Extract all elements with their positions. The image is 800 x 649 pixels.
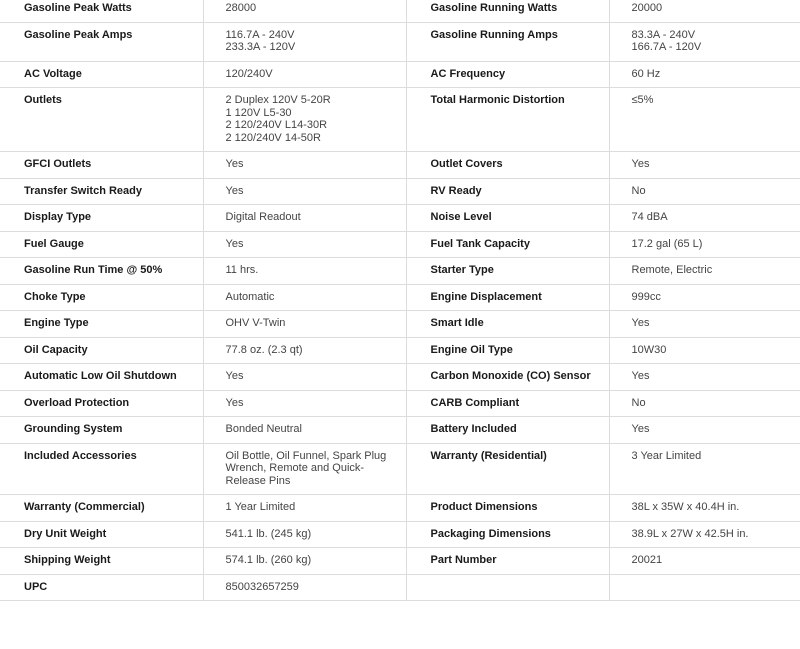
spec-value: Automatic <box>225 290 275 303</box>
spec-value: 74 dBA <box>631 211 668 223</box>
spec-value: 850032657259 <box>225 580 299 593</box>
spec-value-cell <box>203 521 406 548</box>
spec-value: 116.7A - 240V <box>225 28 295 41</box>
spec-value-cell <box>609 337 800 364</box>
spec-value-cell <box>203 390 406 417</box>
spec-value: 17.2 gal (65 L) <box>631 237 703 250</box>
spec-label: Engine Displacement <box>430 290 542 303</box>
spec-value: 2 Duplex 120V 5-20R <box>225 94 331 106</box>
table-row <box>0 88 800 152</box>
table-row <box>0 152 800 179</box>
spec-value-cell <box>609 152 800 179</box>
spec-value: Yes <box>631 317 650 329</box>
spec-value: Digital Readout <box>225 211 301 223</box>
spec-label: Outlet Covers <box>430 158 503 170</box>
spec-label-cell <box>406 61 609 88</box>
spec-label-cell <box>0 417 203 444</box>
spec-value-cell <box>609 205 800 232</box>
spec-label-cell <box>0 495 203 522</box>
spec-value-cell <box>203 337 406 364</box>
spec-label-cell <box>406 258 609 285</box>
spec-value: 3 Year Limited <box>631 449 702 462</box>
spec-label-cell <box>0 311 203 338</box>
spec-value: Oil Bottle, Oil Funnel, Spark Plug Wrench, Remote and Quick-Release Pins <box>225 449 387 487</box>
spec-value-cell <box>203 152 406 179</box>
spec-value: 28000 <box>225 2 257 14</box>
spec-label-cell <box>0 22 203 61</box>
spec-value: 20000 <box>631 2 663 14</box>
spec-label-cell <box>406 364 609 391</box>
spec-value-cell <box>203 443 406 495</box>
spec-value-cell <box>609 311 800 338</box>
spec-label: Smart Idle <box>430 317 484 329</box>
spec-label-cell <box>0 390 203 417</box>
spec-value-cell <box>609 495 800 522</box>
spec-label: CARB Compliant <box>430 396 520 409</box>
table-row <box>0 521 800 548</box>
spec-label: Automatic Low Oil Shutdown <box>24 370 177 382</box>
spec-value: 38.9L x 27W x 42.5H in. <box>631 527 749 540</box>
spec-label-cell <box>0 258 203 285</box>
spec-value-cell <box>203 88 406 152</box>
spec-label-cell <box>406 337 609 364</box>
spec-label-cell <box>406 311 609 338</box>
spec-value-cell <box>609 364 800 391</box>
spec-label: Fuel Gauge <box>24 237 84 250</box>
spec-value: No <box>631 396 646 409</box>
spec-label: Engine Type <box>24 317 89 329</box>
spec-label: Shipping Weight <box>24 554 111 566</box>
spec-value: 166.7A - 120V <box>631 41 702 53</box>
spec-label: Gasoline Peak Amps <box>24 28 133 41</box>
spec-label: Gasoline Peak Watts <box>24 2 132 14</box>
spec-label: Noise Level <box>430 211 492 223</box>
spec-value: ≤5% <box>631 94 654 106</box>
spec-label: Display Type <box>24 211 92 223</box>
spec-value-cell <box>609 390 800 417</box>
spec-label-cell <box>406 495 609 522</box>
spec-label-cell <box>0 443 203 495</box>
spec-value: 999cc <box>631 290 661 303</box>
spec-value: 38L x 35W x 40.4H in. <box>631 501 740 513</box>
spec-label-cell <box>0 337 203 364</box>
spec-value: Yes <box>631 423 650 435</box>
table-row <box>0 284 800 311</box>
spec-value: 83.3A - 240V <box>631 28 696 41</box>
table-row <box>0 178 800 205</box>
spec-label-cell <box>406 417 609 444</box>
spec-label: Battery Included <box>430 423 517 435</box>
table-row <box>0 22 800 61</box>
spec-label-cell <box>406 548 609 575</box>
spec-label-cell <box>0 205 203 232</box>
spec-value: 574.1 lb. (260 kg) <box>225 554 312 566</box>
spec-label: Overload Protection <box>24 396 130 409</box>
spec-value-cell <box>203 0 406 22</box>
spec-label-cell <box>0 178 203 205</box>
spec-value: Yes <box>631 158 650 170</box>
spec-value-cell <box>609 417 800 444</box>
spec-value: 541.1 lb. (245 kg) <box>225 527 312 540</box>
spec-value-cell <box>203 22 406 61</box>
spec-label-cell <box>0 61 203 88</box>
spec-label: Carbon Monoxide (CO) Sensor <box>430 370 591 382</box>
spec-value-cell <box>203 231 406 258</box>
spec-value-cell <box>203 284 406 311</box>
spec-value-cell <box>203 61 406 88</box>
spec-label: Warranty (Residential) <box>430 449 547 462</box>
spec-value-cell <box>609 258 800 285</box>
spec-value: 77.8 oz. (2.3 qt) <box>225 343 303 356</box>
spec-label-cell <box>406 443 609 495</box>
spec-label: Gasoline Running Watts <box>430 2 558 14</box>
table-row <box>0 443 800 495</box>
spec-label-cell <box>0 152 203 179</box>
spec-value-cell <box>203 417 406 444</box>
spec-label-cell <box>406 0 609 22</box>
spec-value: Remote, Electric <box>631 264 713 276</box>
table-row <box>0 61 800 88</box>
spec-label-cell <box>0 574 203 601</box>
table-row <box>0 574 800 601</box>
spec-label: Packaging Dimensions <box>430 527 551 540</box>
spec-label-cell <box>406 390 609 417</box>
spec-value-cell <box>609 88 800 152</box>
table-row <box>0 548 800 575</box>
spec-label: Warranty (Commercial) <box>24 501 145 513</box>
spec-value: 60 Hz <box>631 67 661 80</box>
spec-label-cell <box>406 152 609 179</box>
spec-value: OHV V-Twin <box>225 317 286 329</box>
table-row <box>0 364 800 391</box>
spec-value: 11 hrs. <box>225 264 259 276</box>
spec-label: Included Accessories <box>24 449 137 462</box>
spec-label-cell <box>0 231 203 258</box>
spec-label-cell <box>406 574 609 601</box>
spec-label: Outlets <box>24 94 62 106</box>
table-row <box>0 231 800 258</box>
spec-label-cell <box>406 88 609 152</box>
spec-label-cell <box>406 284 609 311</box>
spec-value: Yes <box>631 370 650 382</box>
spec-label-cell <box>0 548 203 575</box>
spec-value: Yes <box>225 184 244 197</box>
spec-value-cell <box>609 0 800 22</box>
spec-value-cell <box>203 205 406 232</box>
spec-value-cell <box>609 574 800 601</box>
spec-label: Oil Capacity <box>24 343 88 356</box>
spec-label: AC Frequency <box>430 67 506 80</box>
spec-value: No <box>631 184 646 197</box>
spec-label: Grounding System <box>24 423 123 435</box>
spec-value-cell <box>203 178 406 205</box>
spec-label: Engine Oil Type <box>430 343 513 356</box>
spec-label: Gasoline Run Time @ 50% <box>24 264 163 276</box>
spec-value-cell <box>609 231 800 258</box>
spec-label: Fuel Tank Capacity <box>430 237 530 250</box>
table-row <box>0 495 800 522</box>
spec-value: 2 120/240V L14-30R <box>225 119 328 131</box>
spec-label: Product Dimensions <box>430 501 538 513</box>
spec-value-cell <box>203 495 406 522</box>
spec-value-cell <box>203 258 406 285</box>
spec-value: 20021 <box>631 554 663 566</box>
spec-value-cell <box>609 284 800 311</box>
spec-label: Part Number <box>430 554 497 566</box>
spec-value: 1 Year Limited <box>225 501 296 513</box>
spec-label-cell <box>406 22 609 61</box>
spec-value-cell <box>203 548 406 575</box>
spec-value: Bonded Neutral <box>225 423 302 435</box>
spec-label: Gasoline Running Amps <box>430 28 558 41</box>
table-row <box>0 311 800 338</box>
table-row <box>0 0 800 22</box>
spec-label-cell <box>406 205 609 232</box>
spec-value-cell <box>609 548 800 575</box>
spec-label: Total Harmonic Distortion <box>430 94 565 106</box>
spec-value: Yes <box>225 396 244 409</box>
spec-label: RV Ready <box>430 184 482 197</box>
spec-label: UPC <box>24 580 48 593</box>
spec-value-cell <box>609 521 800 548</box>
spec-value-cell <box>609 61 800 88</box>
spec-label-cell <box>0 0 203 22</box>
table-row <box>0 258 800 285</box>
spec-label: GFCI Outlets <box>24 158 92 170</box>
spec-label-cell <box>406 521 609 548</box>
spec-value-cell <box>609 178 800 205</box>
spec-label: Choke Type <box>24 290 86 303</box>
spec-value: 1 120V L5-30 <box>225 106 292 119</box>
spec-label: Transfer Switch Ready <box>24 184 142 197</box>
spec-value-cell <box>203 364 406 391</box>
spec-value: Yes <box>225 158 244 170</box>
spec-label-cell <box>406 178 609 205</box>
spec-value-cell <box>203 574 406 601</box>
table-row <box>0 390 800 417</box>
spec-value: Yes <box>225 237 244 250</box>
spec-value: 120/240V <box>225 67 273 80</box>
spec-label: AC Voltage <box>24 67 82 80</box>
spec-value-cell <box>203 311 406 338</box>
table-row <box>0 417 800 444</box>
spec-value: 233.3A - 120V <box>225 41 296 53</box>
table-row <box>0 337 800 364</box>
spec-value: Yes <box>225 370 244 382</box>
spec-value-cell <box>609 443 800 495</box>
spec-value-cell <box>609 22 800 61</box>
spec-label-cell <box>0 284 203 311</box>
spec-label: Starter Type <box>430 264 494 276</box>
spec-label-cell <box>0 521 203 548</box>
spec-label: Dry Unit Weight <box>24 527 107 540</box>
spec-value: 10W30 <box>631 343 667 356</box>
spec-label-cell <box>406 231 609 258</box>
table-row <box>0 205 800 232</box>
spec-label-cell <box>0 364 203 391</box>
spec-label-cell <box>0 88 203 152</box>
spec-value: 2 120/240V 14-50R <box>225 131 321 144</box>
